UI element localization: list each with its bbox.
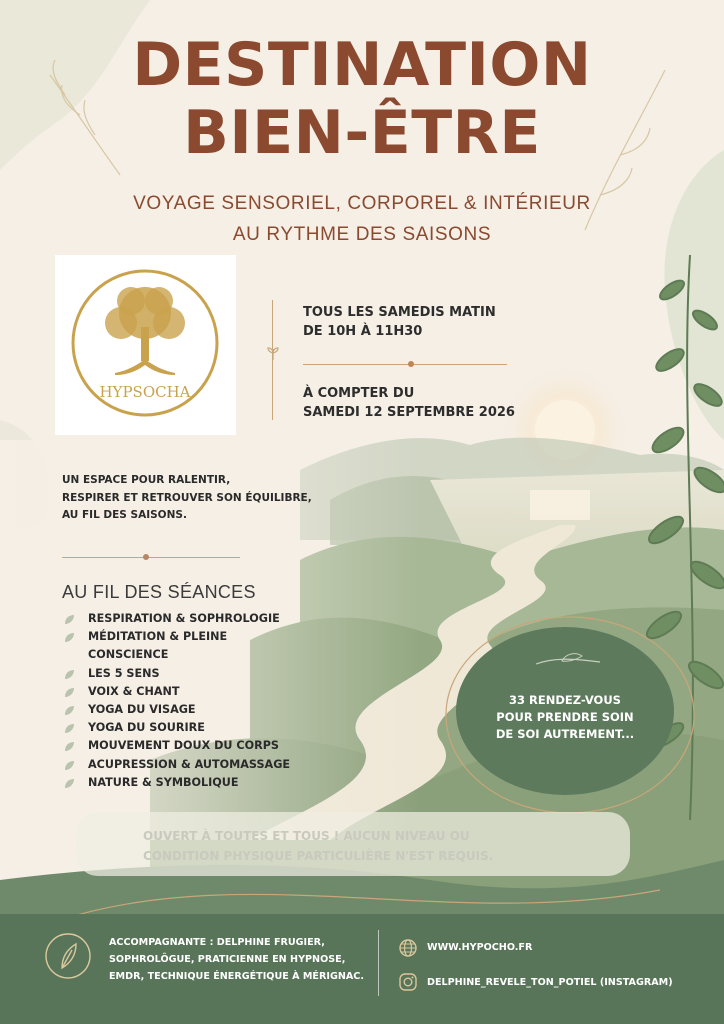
badge-line-1: 33 RENDEZ-VOUS [509, 693, 621, 707]
footer-line-3: EMDR, TECHNIQUE ÉNERGÉTIQUE À MÉRIGNAC. [109, 971, 364, 982]
footer-line-1: ACCOMPAGNANTE : DELPHINE FRUGIER, [109, 937, 325, 948]
intro-line-1: UN ESPACE POUR RALENTIR, [62, 474, 231, 486]
globe-icon [398, 938, 418, 958]
intro-line-2: RESPIRER ET RETROUVER SON ÉQUILIBRE, [62, 491, 312, 504]
schedule-divider [303, 364, 507, 365]
leaf-icon [64, 723, 75, 734]
list-item: CONSCIENCE [88, 648, 169, 662]
subtitle-line-1: VOYAGE SENSORIEL, CORPOREL & INTÉRIEUR [133, 193, 591, 214]
sessions-list [62, 610, 322, 792]
banner-text [143, 826, 593, 866]
tree-of-life-icon [55, 255, 236, 435]
leaf-emblem-icon [44, 932, 92, 980]
list-item: ACUPRESSION & AUTOMASSAGE [62, 756, 322, 774]
intro-divider [62, 557, 240, 558]
leaf-icon [64, 687, 75, 698]
title-line-2: BIEN-ÊTRE [183, 98, 541, 168]
start-line-2: SAMEDI 12 SEPTEMBRE 2026 [303, 405, 515, 420]
list-item: MÉDITATION & PLEINE [62, 628, 322, 646]
footer-line-2: SOPHROLÔGUE, PRATICIENNE EN HYPNOSE, [109, 954, 346, 965]
leaf-icon [64, 760, 75, 771]
website-link[interactable]: WWW.HYPOCHO.FR [427, 942, 533, 953]
instagram-link[interactable]: DELPHINE_REVELE_TON_POTIEL (INSTAGRAM) [427, 977, 673, 988]
footer-divider [378, 930, 379, 996]
badge-text [470, 692, 660, 743]
logo-text: HYPSOCHA [99, 383, 191, 401]
list-item: MOUVEMENT DOUX DU CORPS [62, 737, 322, 755]
badge-line-3: DE SOI AUTREMENT... [495, 727, 635, 741]
schedule-line-2: DE 10H À 11H30 [303, 324, 423, 339]
list-item: LES 5 SENS [62, 665, 322, 683]
logo-card [55, 255, 236, 435]
subtitle-line-2: AU RYTHME DES SAISONS [232, 224, 492, 245]
list-item: VOIX & CHANT [62, 683, 322, 701]
title-line-1: DESTINATION [132, 30, 592, 100]
banner-line-2: CONDITION PHYSIQUE PARTICULIÈRE N'EST REQUIS. [143, 849, 494, 863]
leaf-icon [64, 669, 75, 680]
intro-line-3: AU FIL DES SAISONS. [62, 509, 187, 521]
list-item: NATURE & SYMBOLIQUE [62, 774, 322, 792]
schedule-line-1: TOUS LES SAMEDIS MATIN [303, 305, 496, 320]
leaf-icon [64, 632, 75, 643]
leaf-branch-icon [532, 650, 604, 674]
sprig-icon [265, 345, 281, 361]
divider-dot [408, 361, 414, 367]
sessions-title: AU FIL DES SÉANCES [62, 582, 256, 602]
banner-line-1: OUVERT À TOUTES ET TOUS ! AUCUN NIVEAU OU [143, 829, 470, 843]
leaf-icon [64, 778, 75, 789]
intro-text [62, 472, 362, 525]
leaf-icon [64, 614, 75, 625]
intro-divider-dot [143, 554, 149, 560]
list-item: RESPIRATION & SOPHROLOGIE [62, 610, 322, 628]
leaf-icon [64, 741, 75, 752]
list-item: YOGA DU VISAGE [62, 701, 322, 719]
badge-line-2: POUR PRENDRE SOIN [496, 710, 634, 724]
list-item: YOGA DU SOURIRE [62, 719, 322, 737]
leaf-icon [64, 705, 75, 716]
start-line-1: À COMPTER DU [303, 386, 415, 401]
instagram-icon [398, 972, 418, 992]
